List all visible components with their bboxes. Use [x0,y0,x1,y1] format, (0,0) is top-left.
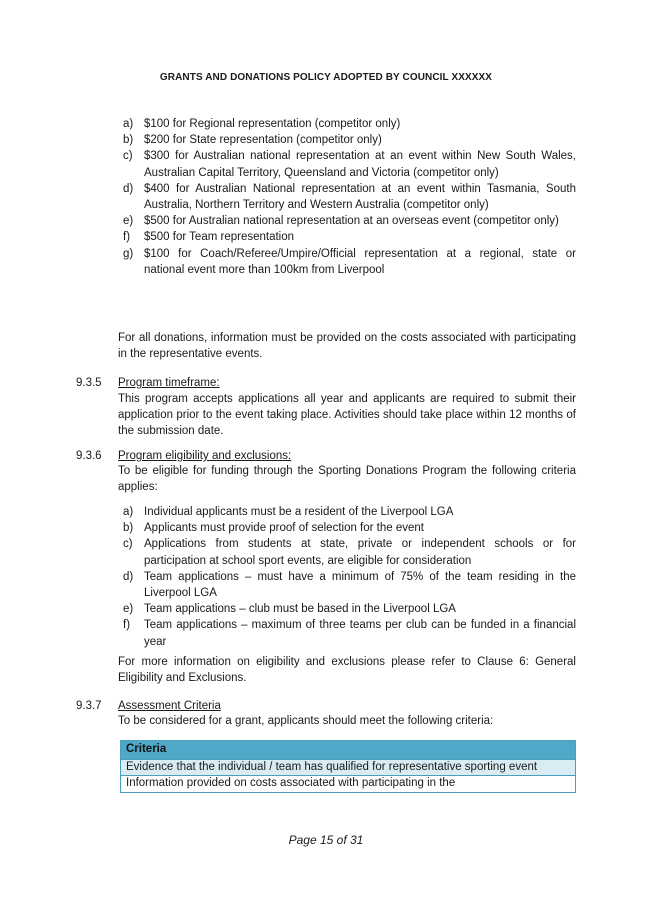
list-item-text: Team applications – club must be based in the Liverpool LGA [144,603,456,616]
list-item [118,246,576,278]
donation-amounts-list [118,116,576,278]
list-item-text: Team applications – maximum of three teams per club can be funded in a financial year [144,619,576,648]
list-item [118,213,576,229]
donations-note: For all donations, information must be provided on the costs associated with participating in the representative events. [118,332,576,361]
list-item [118,132,576,148]
table-header-cell: Criteria [121,741,576,760]
list-item [118,601,576,617]
criteria-intro: To be considered for a grant, applicants should meet the following criteria: [118,715,494,727]
eligibility-intro: To be eligible for funding through the Sporting Donations Program the following criteria applies: [118,465,576,494]
document-header: GRANTS AND DONATIONS POLICY ADOPTED BY COUNCIL XXXXXX [159,72,493,83]
list-marker: c) [123,150,133,163]
section-title: Program timeframe: [118,377,220,389]
list-marker: e) [123,215,134,228]
table-row [121,759,576,776]
criteria-table [120,740,576,793]
list-marker: f) [123,231,131,244]
list-marker: b) [123,134,134,147]
section-title: Program eligibility and exclusions: [118,450,292,462]
eligibility-list [118,504,576,650]
section-number: 9.3.5 [76,377,102,389]
table-row [121,776,576,793]
list-item [118,536,576,568]
list-item-text: Individual applicants must be a resident of the Liverpool LGA [144,506,454,518]
list-marker: f) [123,619,131,632]
list-item-text: $100 for Coach/Referee/Umpire/Official representation at a regional, state or national event more than 100km from Liverpool [144,247,576,276]
timeframe-body: This program accepts applications all year and applicants are required to submit their application prior to the event taking place. Activities should take place within 12 months of the submission date. [118,393,576,438]
list-item-text: Applications from students at state, private or independent schools or for participation at school sport events, are eligible for consideration [144,538,576,567]
list-item [118,148,576,180]
table-header-row [121,741,576,760]
list-item-text: $200 for State representation (competitor only) [144,134,382,147]
eligibility-more-info: For more information on eligibility and exclusions please refer to Clause 6: General Eligibility and Exclusions. [118,656,576,685]
list-item [118,116,576,132]
list-marker: c) [123,538,133,551]
list-marker: d) [123,570,134,583]
section-number: 9.3.7 [76,700,102,712]
list-item-text: $500 for Team representation [144,231,295,244]
table-cell: Evidence that the individual / team has qualified for representative sporting event [121,759,576,776]
list-marker: g) [123,247,134,260]
list-item [118,569,576,601]
list-marker: e) [123,603,134,616]
list-item [118,181,576,213]
list-item-text: $400 for Australian National representation at an event within Tasmania, South Australia, Northern Territory and Western Australia (competitor only) [144,182,576,212]
list-item [118,520,576,536]
list-item-text: Applicants must provide proof of selection for the event [144,522,424,535]
list-item-text: $300 for Australian national representation at an event within New South Wales, Australian Capital Territory, Queensland and Victoria (competitor only) [144,150,576,179]
list-item-text: $100 for Regional representation (competitor only) [144,118,401,130]
list-marker: a) [123,506,134,518]
list-item-text: $500 for Australian national representation at an overseas event (competitor only) [144,215,559,228]
page-number: Page 15 of 31 [288,833,364,847]
section-number: 9.3.6 [76,450,102,462]
list-item-text: Team applications – must have a minimum of 75% of the team residing in the Liverpool LGA [144,570,576,600]
list-item [118,504,576,520]
table-cell: Information provided on costs associated with participating in the [121,776,576,793]
list-marker: a) [123,118,134,130]
list-marker: d) [123,182,134,195]
list-item [118,617,576,649]
list-marker: b) [123,522,134,535]
list-item [118,229,576,245]
section-title: Assessment Criteria [118,700,221,712]
